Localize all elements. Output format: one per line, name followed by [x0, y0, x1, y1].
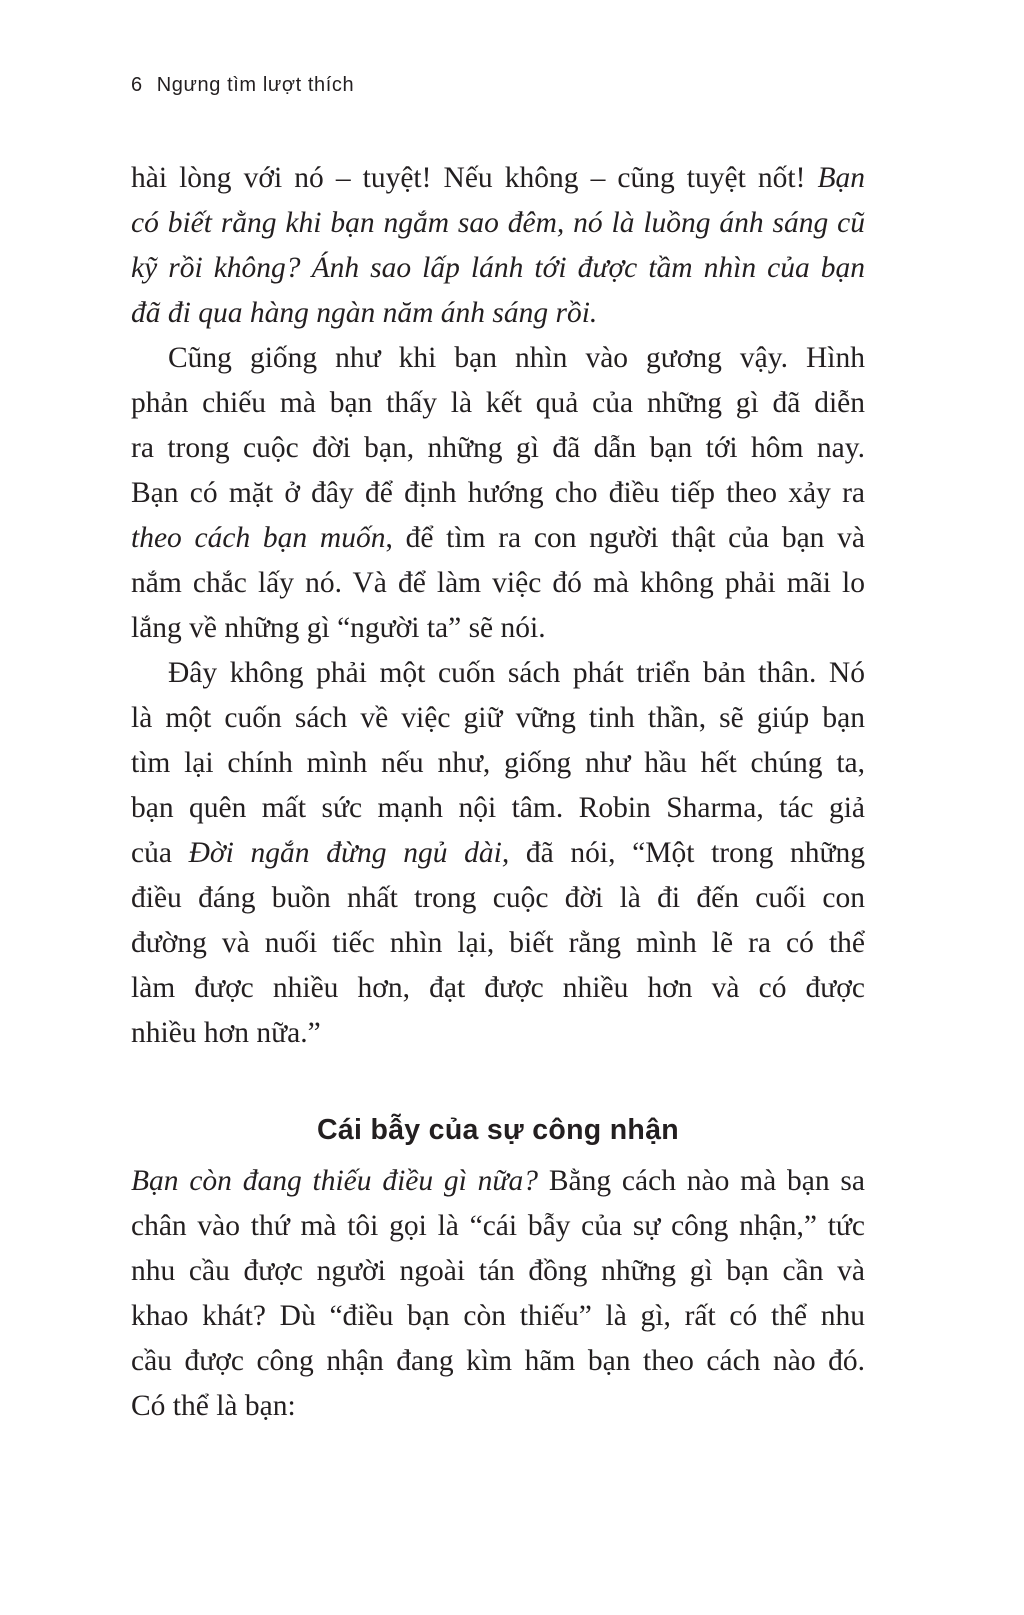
page-number: 6: [131, 74, 143, 96]
text-line: làm được nhiều hơn, đạt được nhiều hơn và có được: [131, 972, 865, 1004]
body-text: [131, 156, 865, 1429]
running-head-title: Ngưng tìm lượt thích: [156, 74, 355, 96]
text-line: cầu được công nhận đang kìm hãm bạn theo cách nào đó.: [131, 1345, 865, 1377]
italic-run: Bạn: [817, 162, 865, 194]
text-line: [131, 246, 865, 291]
section-heading: Cái bẫy của sự công nhận: [316, 1114, 679, 1146]
text-run: hài lòng với nó – tuyệt! Nếu không – cũng tuyệt nốt!: [131, 162, 818, 194]
italic-run: đã đi qua hàng ngàn năm ánh sáng rồi.: [131, 297, 598, 329]
italic-run: Bạn còn đang thiếu điều gì nữa?: [131, 1165, 539, 1197]
text-line: đường và nuối tiếc nhìn lại, biết rằng mình lẽ ra có thể: [131, 927, 865, 959]
text-line: chân vào thứ mà tôi gọi là “cái bẫy của sự công nhận,” tức: [131, 1210, 865, 1242]
text-line: nhu cầu được người ngoài tán đồng những gì bạn cần và: [131, 1255, 865, 1287]
running-head: [131, 74, 354, 97]
italic-run: kỹ rồi không? Ánh sao lấp lánh tới được tầm nhìn của bạn: [131, 252, 865, 284]
italic-run: theo cách bạn muốn: [131, 522, 386, 554]
text-line: [131, 516, 865, 561]
italic-run: có biết rằng khi bạn ngắm sao đêm, nó là luồng ánh sáng cũ: [131, 207, 865, 239]
text-line: [131, 831, 865, 876]
text-line: điều đáng buồn nhất trong cuộc đời là đi đến cuối con: [131, 882, 865, 914]
text-line: [131, 201, 865, 246]
paragraph-start-line: Cũng giống như khi bạn nhìn vào gương vậy. Hình: [168, 342, 865, 374]
text-line: Bạn có mặt ở đây để định hướng cho điều tiếp theo xảy ra: [131, 477, 865, 509]
text-line: lắng về những gì “người ta” sẽ nói.: [131, 612, 546, 644]
text-line: nhiều hơn nữa.”: [131, 1017, 321, 1049]
text-line: [131, 1159, 865, 1204]
text-line: tìm lại chính mình nếu như, giống như hầu hết chúng ta,: [131, 747, 865, 779]
text-line: [131, 156, 865, 201]
text-run: Bằng cách nào mà bạn sa: [538, 1165, 865, 1197]
text-line: ra trong cuộc đời bạn, những gì đã dẫn bạn tới hôm nay.: [131, 432, 865, 464]
text-run: , để tìm ra con người thật của bạn và: [385, 522, 865, 554]
text-line: nắm chắc lấy nó. Và để làm việc đó mà không phải mãi lo: [131, 567, 865, 599]
text-line: [131, 291, 865, 336]
book-title-italic: Đời ngắn đừng ngủ dài,: [188, 837, 510, 869]
paragraph-start-line: Đây không phải một cuốn sách phát triển bản thân. Nó: [168, 657, 865, 689]
text-run: của: [131, 837, 189, 869]
text-line: bạn quên mất sức mạnh nội tâm. Robin Sharma, tác giả: [131, 792, 865, 824]
text-run: đã nói, “Một trong những: [509, 837, 865, 869]
text-line: khao khát? Dù “điều bạn còn thiếu” là gì, rất có thể nhu: [131, 1300, 865, 1332]
text-line: Có thể là bạn:: [131, 1390, 296, 1422]
text-line: phản chiếu mà bạn thấy là kết quả của những gì đã diễn: [131, 387, 865, 419]
text-line: là một cuốn sách về việc giữ vững tinh thần, sẽ giúp bạn: [131, 702, 865, 734]
